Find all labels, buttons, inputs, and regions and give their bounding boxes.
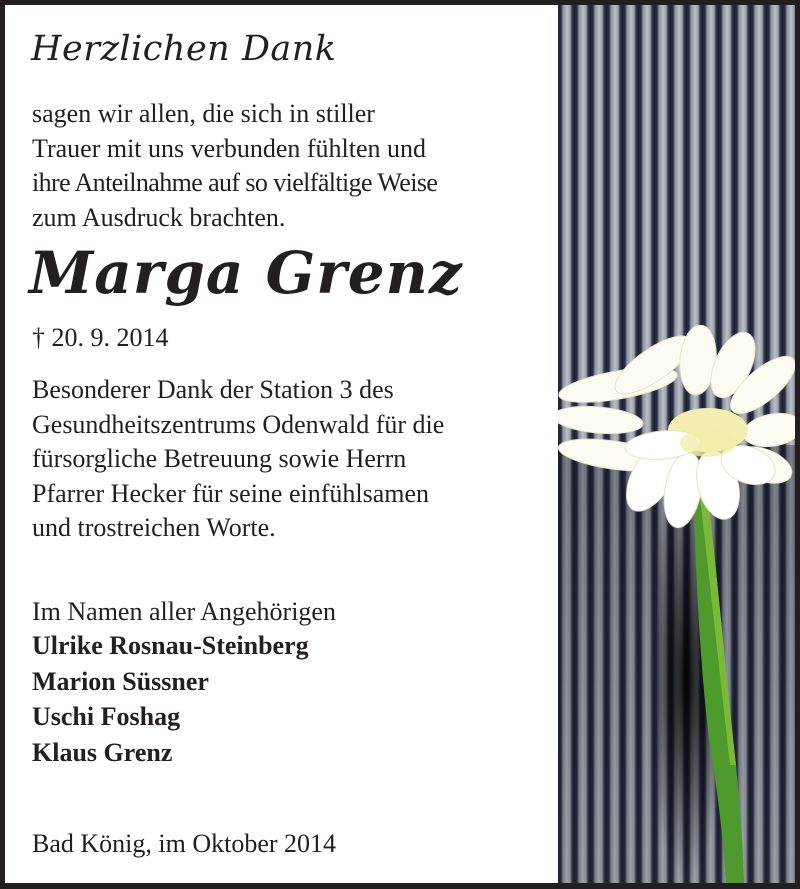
relative-name: Klaus Grenz bbox=[32, 737, 173, 767]
text-panel bbox=[5, 5, 558, 883]
deceased-name: Marga Grenz bbox=[29, 239, 463, 307]
intro-paragraph bbox=[32, 97, 437, 235]
signature-intro: Im Namen aller Angehörigen bbox=[32, 597, 336, 626]
relatives-list bbox=[32, 628, 309, 770]
thanks-paragraph bbox=[32, 373, 444, 546]
intro-line: zum Ausdruck brachten. bbox=[32, 202, 286, 232]
thanks-line: Gesundheitszentrums Odenwald für die bbox=[32, 409, 445, 439]
place-and-date: Bad König, im Oktober 2014 bbox=[32, 829, 337, 858]
thanks-line: Besonderer Dank der Station 3 des bbox=[32, 375, 394, 404]
thanks-line: fürsorgliche Betreuung sowie Herrn bbox=[32, 444, 407, 473]
intro-line: Trauer mit uns verbunden fühlten und bbox=[32, 133, 427, 163]
heading: Herzlichen Dank bbox=[31, 29, 337, 69]
relative-name: Uschi Foshag bbox=[32, 702, 181, 731]
relative-name: Marion Süssner bbox=[32, 666, 209, 696]
gerbera-flower-icon bbox=[558, 325, 795, 883]
intro-line: sagen wir allen, die sich in stiller bbox=[32, 99, 375, 128]
intro-line: ihre Anteilnahme auf so vielfältige Weise bbox=[32, 168, 438, 197]
thanks-line: Pfarrer Hecker für seine einfühlsamen bbox=[32, 478, 430, 508]
relative-name: Ulrike Rosnau-Steinberg bbox=[32, 631, 309, 660]
thanks-line: und trostreichen Worte. bbox=[32, 513, 276, 542]
flower-photo bbox=[558, 5, 795, 883]
death-date: † 20. 9. 2014 bbox=[32, 323, 169, 352]
